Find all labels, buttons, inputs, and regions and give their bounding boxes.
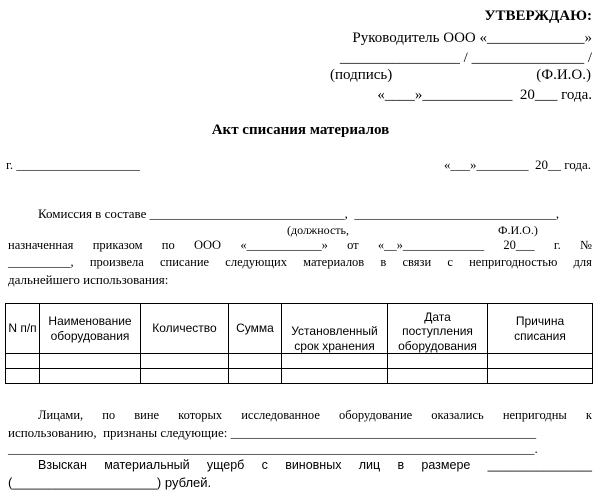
approval-head-line: Руководитель ООО «_____________» bbox=[352, 30, 592, 46]
word: приказом bbox=[92, 238, 143, 252]
commission-position-caption: (должность, bbox=[287, 223, 349, 237]
table-cell[interactable] bbox=[388, 369, 488, 384]
table-cell[interactable] bbox=[6, 369, 40, 384]
table-cell[interactable] bbox=[282, 369, 388, 384]
word: связи bbox=[402, 255, 432, 269]
table-cell[interactable] bbox=[282, 354, 388, 369]
word: виновных bbox=[285, 458, 342, 472]
word: лиц bbox=[358, 458, 381, 472]
commission-name-caption: Ф.И.О.) bbox=[498, 223, 538, 237]
table-cell[interactable] bbox=[141, 369, 229, 384]
word: ООО bbox=[194, 238, 222, 252]
word: размере bbox=[421, 458, 471, 472]
table-row bbox=[6, 354, 593, 369]
table-row bbox=[6, 369, 593, 384]
word: _______________ bbox=[487, 458, 592, 472]
header-name: Наименование оборудования bbox=[40, 304, 141, 354]
commission-line-2 bbox=[8, 239, 592, 252]
word: «__»_____________ bbox=[377, 238, 485, 252]
commission-line-3 bbox=[8, 256, 592, 269]
header-reason: Причина списания bbox=[488, 304, 593, 354]
document-title: Акт списания материалов bbox=[211, 122, 390, 138]
word: Взыскан bbox=[38, 458, 87, 472]
word: __________, bbox=[8, 255, 74, 269]
word: материалов bbox=[303, 255, 365, 269]
approval-date-line: «____»____________ 20___ года. bbox=[377, 87, 592, 103]
word: с bbox=[447, 255, 453, 269]
word: которых bbox=[178, 408, 223, 422]
approval-name-caption: (Ф.И.О.) bbox=[536, 67, 591, 83]
table-header-row bbox=[6, 304, 593, 354]
word: вине bbox=[134, 408, 160, 422]
header-sum: Сумма bbox=[229, 304, 282, 354]
word: материальный bbox=[104, 458, 190, 472]
commission-intro: Комиссия в составе ______________________________, _______________________________, bbox=[38, 206, 560, 221]
word: ущерб bbox=[206, 458, 245, 472]
word: следующих bbox=[225, 255, 287, 269]
word: оборудование bbox=[338, 408, 413, 422]
approval-heading: УТВЕРЖДАЮ: bbox=[484, 8, 592, 24]
table-cell[interactable] bbox=[141, 354, 229, 369]
guilty-line-1 bbox=[38, 409, 592, 422]
damage-line-2: (____________________) рублей. bbox=[8, 475, 212, 490]
table-cell[interactable] bbox=[6, 354, 40, 369]
header-number: N п/п bbox=[6, 304, 40, 354]
header-quantity: Количество bbox=[141, 304, 229, 354]
word: в bbox=[397, 458, 405, 472]
guilty-line-2: использованию, признаны следующие: _______________________________________________ bbox=[8, 425, 537, 440]
table-cell[interactable] bbox=[229, 354, 282, 369]
word: по bbox=[161, 238, 175, 252]
word: оказались bbox=[431, 408, 484, 422]
word: г. bbox=[553, 238, 561, 252]
table-cell[interactable] bbox=[229, 369, 282, 384]
header-storage-term: Установленный срок хранения bbox=[282, 304, 388, 354]
word: от bbox=[347, 238, 359, 252]
commission-line-4: дальнейшего использования: bbox=[8, 272, 169, 287]
word: назначенная bbox=[8, 238, 74, 252]
word: непригодностью bbox=[469, 255, 558, 269]
header-receipt-date: Дата поступления оборудования bbox=[388, 304, 488, 354]
word: по bbox=[102, 408, 116, 422]
table-cell[interactable] bbox=[40, 354, 141, 369]
word: с bbox=[261, 458, 268, 472]
word: произвела bbox=[89, 255, 144, 269]
word: списание bbox=[159, 255, 210, 269]
table-cell[interactable] bbox=[40, 369, 141, 384]
approval-signature-caption: (подпись) bbox=[330, 67, 393, 83]
table-cell[interactable] bbox=[388, 354, 488, 369]
word: исследованное bbox=[241, 408, 320, 422]
table-cell[interactable] bbox=[488, 354, 593, 369]
word: непригодны bbox=[502, 408, 567, 422]
word: 20___ bbox=[503, 238, 535, 252]
word: «____________» bbox=[240, 238, 328, 252]
city-line: г. ___________________ bbox=[6, 157, 140, 172]
table-cell[interactable] bbox=[488, 369, 593, 384]
guilty-line-3: _________________________________________________________________________________. bbox=[8, 441, 538, 456]
date-line: «___»________ 20__ года. bbox=[443, 157, 591, 172]
word: № bbox=[580, 238, 592, 252]
word: в bbox=[380, 255, 387, 269]
word: к bbox=[585, 408, 592, 422]
damage-line-1 bbox=[38, 459, 592, 472]
word: Лицами, bbox=[38, 408, 84, 422]
approval-signature-line: ________________ / _______________ / bbox=[339, 50, 592, 66]
materials-table bbox=[5, 303, 593, 384]
word: для bbox=[573, 255, 592, 269]
